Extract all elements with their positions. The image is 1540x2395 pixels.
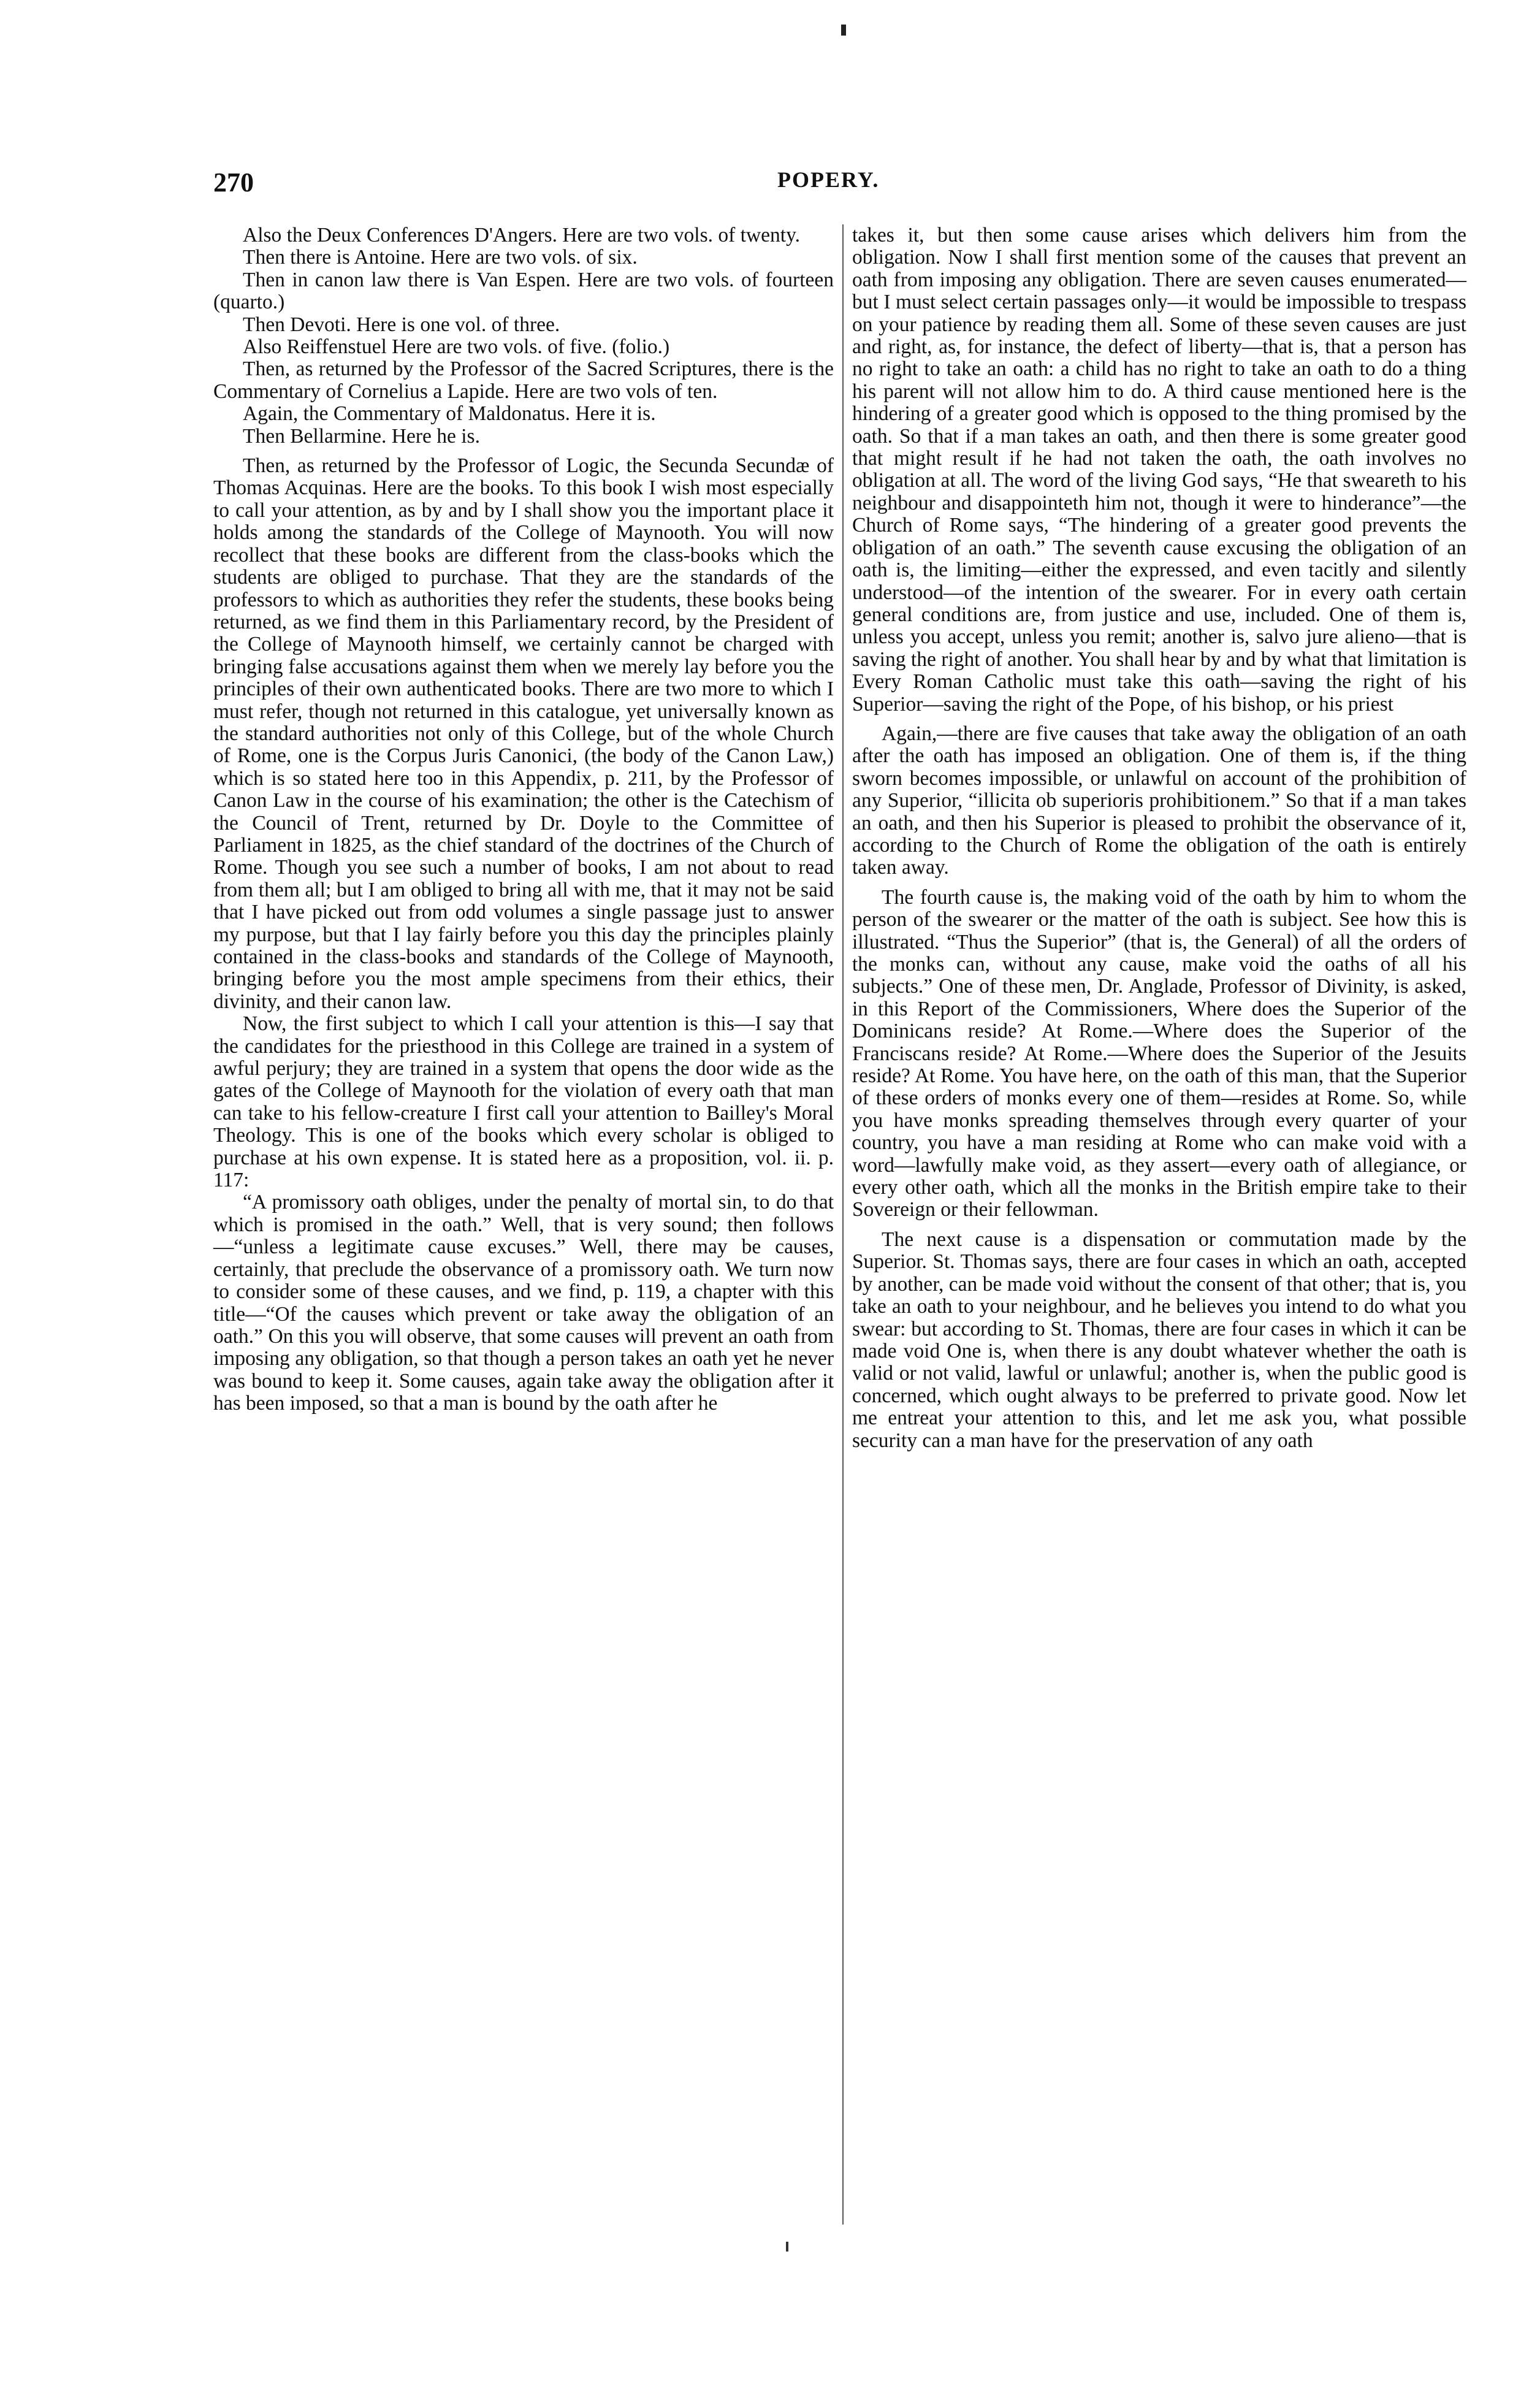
running-title: POPERY. bbox=[777, 167, 880, 192]
paragraph: The next cause is a dispensation or commutation made by the Superior. St. Thomas says, there are four cases in which an oath, accepted by another, can be made void without the consent of that other; that is, you take an oath to your neighbour, and he believes you intend to do what you swear: but according to St. Thomas, there are four cases in which it can be made void One is, when there is any doubt whatever whether the oath is valid or not valid, lawful or unlawful; another is, when the public good is concerned, which ought always to be preferred to private good. Now let me entreat your attention to this, and let me ask you, what possible security can a man have for the preservation of any oath bbox=[852, 1228, 1466, 1452]
paragraph: Then, as returned by the Professor of Logic, the Secunda Secundæ of Thomas Acquinas. Here are the books. To this book I wish most especially to call your attention, as by and by I shall show you the important place it holds among the standards of the College of Maynooth. You will now recollect that these books are different from the class-books which the students are obliged to purchase. That they are the standards of the professors to which as authorities they refer the students, these books being returned, as we find them in this Parliamentary record, by the President of the College of Maynooth himself, we certainly cannot be charged with bringing false accusations against them when we merely lay before you the principles of their own authenticated books. There are two more to which I must refer, though not returned in this catalogue, yet universally known as the standard authorities not only of this College, but of the whole Church of Rome, one is the Corpus Juris Canonici, (the body of the Canon Law,) which is so stated here too in this Appendix, p. 211, by the Professor of Canon Law in the course of his examination; the other is the Catechism of the Council of Trent, returned by Dr. Doyle to the Committee of Parliament in 1825, as the chief standard of the doctrines of the Church of Rome. Though you see such a number of books, I am not about to read from them all; but I am obliged to bring all with me, that it may not be said that I have picked out from odd volumes a single passage just to answer my purpose, but that I lay fairly before you this day the principles plainly contained in the class-books and standards of the College of Maynooth, bringing before you the most ample specimens from their ethics, their divinity, and their canon law. bbox=[213, 454, 834, 1013]
paragraph: Then there is Antoine. Here are two vols. of six. bbox=[243, 246, 638, 269]
paragraph: Now, the first subject to which I call your attention is this—I say that the candidates for the priesthood in this College are trained in a system of awful perjury; they are trained in a system that opens the door wide as the gates of the College of Maynooth for the violation of every oath that man can take to his fellow-creature I first call your attention to Bailley's Moral Theology. This is one of the books which every scholar is obliged to purchase at his own expense. It is stated here as a proposition, vol. ii. p. 117: bbox=[213, 1012, 834, 1192]
right-column bbox=[852, 224, 1466, 1452]
paragraph: Then Devoti. Here is one vol. of three. bbox=[243, 313, 560, 336]
column-divider bbox=[842, 224, 844, 2225]
left-column bbox=[213, 224, 834, 1415]
running-header bbox=[213, 167, 1479, 199]
paragraph: takes it, but then some cause arises which delivers him from the obligation. Now I shall first mention some of the causes that prevent an oath from imposing any obligation. There are seven causes enumerated—but I must select certain passages only—it would be impossible to trespass on your patience by reading them all. Some of these seven causes are just and right, as, for instance, the defect of liberty—that is, that a person has no right to take an oath: a child has no right to take an oath to do a thing his parent will not allow him to do. A third cause mentioned here is the hindering of a greater good which is opposed to the thing promised by the oath. So that if a man takes an oath, and then there is some greater good that might result if he had not taken the oath, the oath involves no obligation at all. The word of the living God says, “He that sweareth to his neighbour and disappointeth him not, though it were to hinderance”—the Church of Rome says, “The hindering of a greater good prevents the obligation of an oath.” The seventh cause excusing the obligation of an oath is, the limiting—either the expressed, and even tacitly and silently understood—of the intention of the swearer. For in every oath certain general conditions are, from justice and use, included. One of them is, unless you accept, unless you remit; another is, salvo jure alieno—that is saving the right of another. You shall hear by and by what that limitation is Every Roman Catholic must take this oath—saving the right of his Superior—saving the right of the Pope, of his bishop, or his priest bbox=[852, 224, 1466, 716]
ink-speck bbox=[841, 25, 846, 36]
paragraph: Then, as returned by the Professor of the Sacred Scriptures, there is the Commentary of Cornelius a Lapide. Here are two vols of ten. bbox=[213, 357, 834, 403]
paragraph: Again,—there are five causes that take away the obligation of an oath after the oath has imposed an obligation. One of them is, if the thing sworn becomes impossible, or unlawful on account of the prohibition of any Superior, “illicita ob superioris prohibitionem.” So that if a man takes an oath, and then his Superior is pleased to prohibit the observance of it, according to the Church of Rome the obligation of the oath is entirely taken away. bbox=[852, 722, 1466, 879]
page-number: 270 bbox=[213, 167, 254, 197]
paragraph: Then in canon law there is Van Espen. Here are two vols. of fourteen (quarto.) bbox=[213, 268, 834, 314]
paragraph: Also the Deux Conferences D'Angers. Here are two vols. of twenty. bbox=[243, 224, 801, 246]
paragraph: The fourth cause is, the making void of the oath by him to whom the person of the swearer or the matter of the oath is subject. See how this is illustrated. “Thus the Superior” (that is, the General) of all the orders of the monks can, without any cause, make void the oaths of all his subjects.” One of these men, Dr. Anglade, Professor of Divinity, is asked, in this Report of the Commissioners, Where does the Superior of the Dominicans reside? At Rome.—Where does the Superior of the Franciscans reside? At Rome.—Where does the Superior of the Jesuits reside? At Rome. You have here, on the oath of this man, that the Superior of these orders of monks every one of them—resides at Rome. So, while you have monks spreading themselves through every quarter of your country, you have a man residing at Rome who can make void with a word—lawfully make void, as they assert—every oath of allegiance, or every other oath, which all the monks in the British empire take to their Sovereign or their fellowman. bbox=[852, 885, 1466, 1221]
paragraph: “A promissory oath obliges, under the penalty of mortal sin, to do that which is promised in the oath.” Well, that is very sound; then follows—“unless a legitimate cause excuses.” Well, there may be causes, certainly, that preclude the observance of a promissory oath. We turn now to consider some of these causes, and we find, p. 119, a chapter with this title—“Of the causes which prevent or take away the obligation of an oath.” On this you will observe, that some causes will prevent an oath from imposing any obligation, so that though a person takes an oath yet he never was bound to keep it. Some causes, again take away the obligation after it has been imposed, so that a man is bound by the oath after he bbox=[213, 1191, 834, 1415]
paragraph: Again, the Commentary of Maldonatus. Here it is. bbox=[243, 402, 656, 426]
paragraph: Then Bellarmine. Here he is. bbox=[243, 424, 480, 448]
ink-speck bbox=[786, 2242, 788, 2252]
paragraph: Also Reiffenstuel Here are two vols. of five. (folio.) bbox=[243, 335, 670, 359]
